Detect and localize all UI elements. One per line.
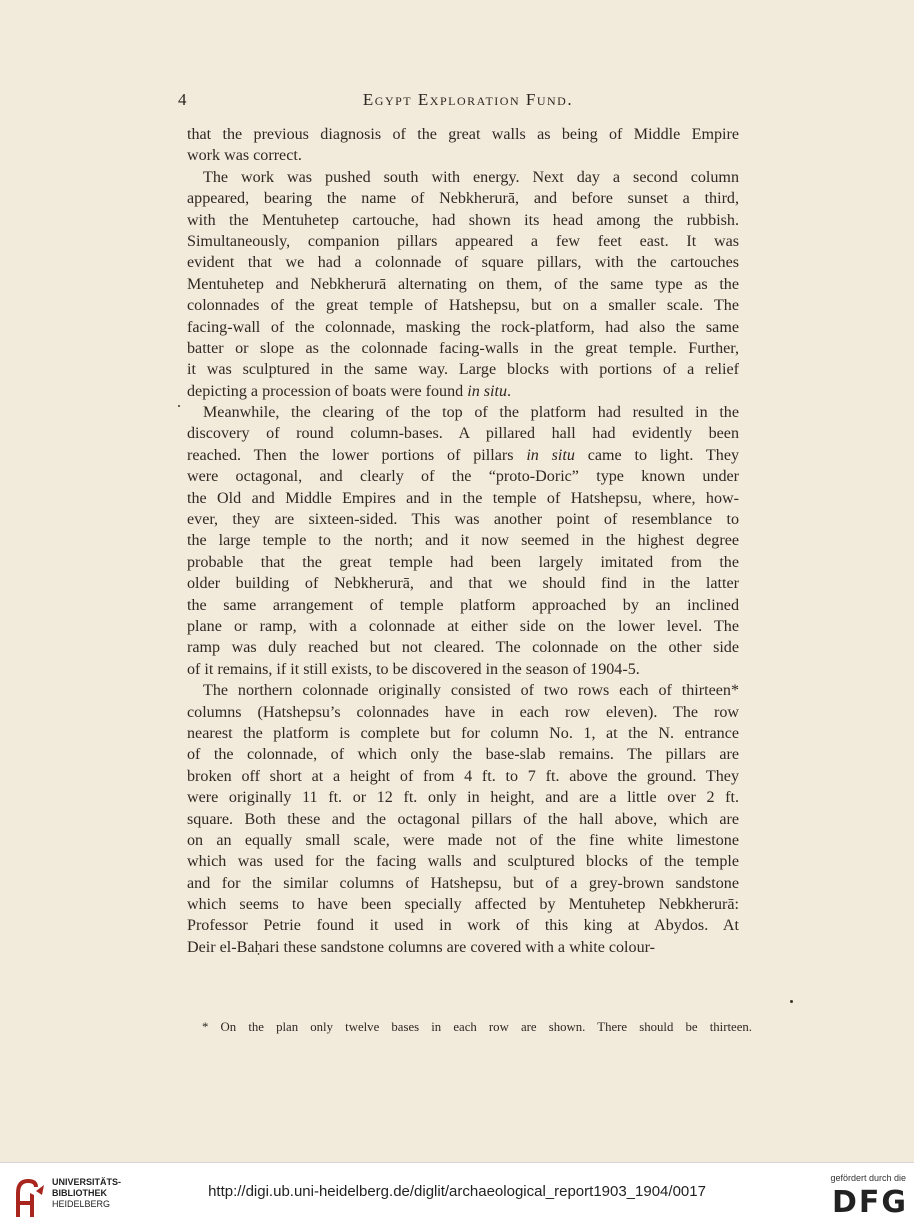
- text-line: on an equally small scale, were made not of the fine white limestone: [187, 831, 739, 849]
- text-line: Meanwhile, the clearing of the top of the platform had resulted in the: [203, 404, 739, 422]
- sponsor-caption: gefördert durch die: [830, 1173, 906, 1183]
- text-line: of it remains, if it still exists, to be discovered in the season of 1904-5.: [187, 660, 640, 678]
- text-line: ever, they are sixteen-sided. This was another point of resemblance to: [187, 511, 739, 529]
- body-text: [187, 124, 739, 958]
- text-line: plane or ramp, with a colonnade at either side on the lower level. The: [187, 617, 739, 635]
- text-line: were octagonal, and clearly of the “proto-Doric” type known under: [187, 468, 739, 486]
- text-line: older building of Nebkherurā, and that we should find in the latter: [187, 575, 739, 593]
- library-name-line: HEIDELBERG: [52, 1199, 111, 1209]
- text-line: Simultaneously, companion pillars appeared a few feet east. It was: [187, 232, 739, 250]
- text-line: broken off short at a height of from 4 ft. to 7 ft. above the ground. They: [187, 767, 739, 785]
- text-line: Professor Petrie found it used in work of this king at Abydos. At: [187, 917, 739, 935]
- text-line: Deir el-Baḥari these sandstone columns are covered with a white colour-: [187, 938, 656, 956]
- library-name-line: UNIVERSITÄTS-: [52, 1177, 122, 1187]
- text-line: it was sculptured in the same way. Large blocks with portions of a relief: [187, 361, 739, 379]
- text-line: which seems to have been specially affected by Mentuhetep Nebkherurā:: [187, 896, 739, 914]
- text-line: appeared, bearing the name of Nebkherurā, and before sunset a third,: [187, 190, 739, 208]
- text-line: columns (Hatshepsu’s colonnades have in each row eleven). The row: [187, 703, 739, 721]
- scan-speck: [790, 1000, 793, 1003]
- text-line: The northern colonnade originally consisted of two rows each of thirteen*: [203, 682, 739, 700]
- text-line: probable that the great temple had been largely imitated from the: [187, 553, 739, 571]
- text-line: the large temple to the north; and it now seemed in the highest degree: [187, 532, 739, 550]
- viewer-footer: [0, 1162, 914, 1229]
- text-line: of the colonnade, of which only the base-slab remains. The pillars are: [187, 746, 739, 764]
- text-line: that the previous diagnosis of the great walls as being of Middle Empire: [187, 126, 739, 143]
- text-line: and for the similar columns of Hatshepsu, but of a grey-brown sandstone: [187, 874, 739, 892]
- text-line: evident that we had a colonnade of square pillars, with the cartouches: [187, 254, 739, 272]
- text-line: colonnades of the great temple of Hatshepsu, but on a smaller scale. The: [187, 297, 739, 315]
- text-line: nearest the platform is complete but for column No. 1, at the N. entrance: [187, 724, 739, 742]
- text-line: square. Both these and the octagonal pillars of the hall above, which are: [187, 810, 739, 828]
- text-line: Mentuhetep and Nebkherurā alternating on them, of the same type as the: [187, 275, 739, 293]
- text-line: with the Mentuhetep cartouche, had shown its head among the rubbish.: [187, 211, 739, 229]
- dfg-logo: DFG: [831, 1185, 908, 1220]
- text-line: were originally 11 ft. or 12 ft. only in height, and are a little over 2 ft.: [187, 789, 739, 807]
- page-number: 4: [178, 90, 187, 109]
- running-title: Egypt Exploration Fund.: [362, 90, 574, 109]
- scan-speck: [178, 405, 180, 407]
- text-line: discovery of round column-bases. A pillared hall had evidently been: [187, 425, 739, 443]
- text-line: depicting a procession of boats were found in situ.: [187, 382, 512, 400]
- footnote: * On the plan only twelve bases in each row are shown. There should be thirteen.: [202, 1020, 752, 1034]
- text-line: reached. Then the lower portions of pillars in situ came to light. They: [187, 446, 739, 464]
- text-line: work was correct.: [187, 147, 302, 165]
- text-line: ramp was duly reached but not cleared. The colonnade on the other side: [187, 639, 739, 657]
- text-line: the same arrangement of temple platform approached by an inclined: [187, 596, 739, 614]
- text-line: The work was pushed south with energy. Next day a second column: [203, 168, 739, 186]
- text-line: the Old and Middle Empires and in the temple of Hatshepsu, where, how-: [187, 489, 739, 507]
- text-line: facing-wall of the colonnade, masking the rock-platform, had also the same: [187, 318, 739, 336]
- text-line: which was used for the facing walls and sculptured blocks of the temple: [187, 853, 739, 871]
- library-name-line: BIBLIOTHEK: [52, 1188, 107, 1198]
- permalink-url[interactable]: http://digi.ub.uni-heidelberg.de/diglit/archaeological_report1903_1904/0017: [208, 1183, 706, 1200]
- text-line: batter or slope as the colonnade facing-walls in the great temple. Further,: [187, 339, 739, 357]
- page-header: [178, 90, 758, 112]
